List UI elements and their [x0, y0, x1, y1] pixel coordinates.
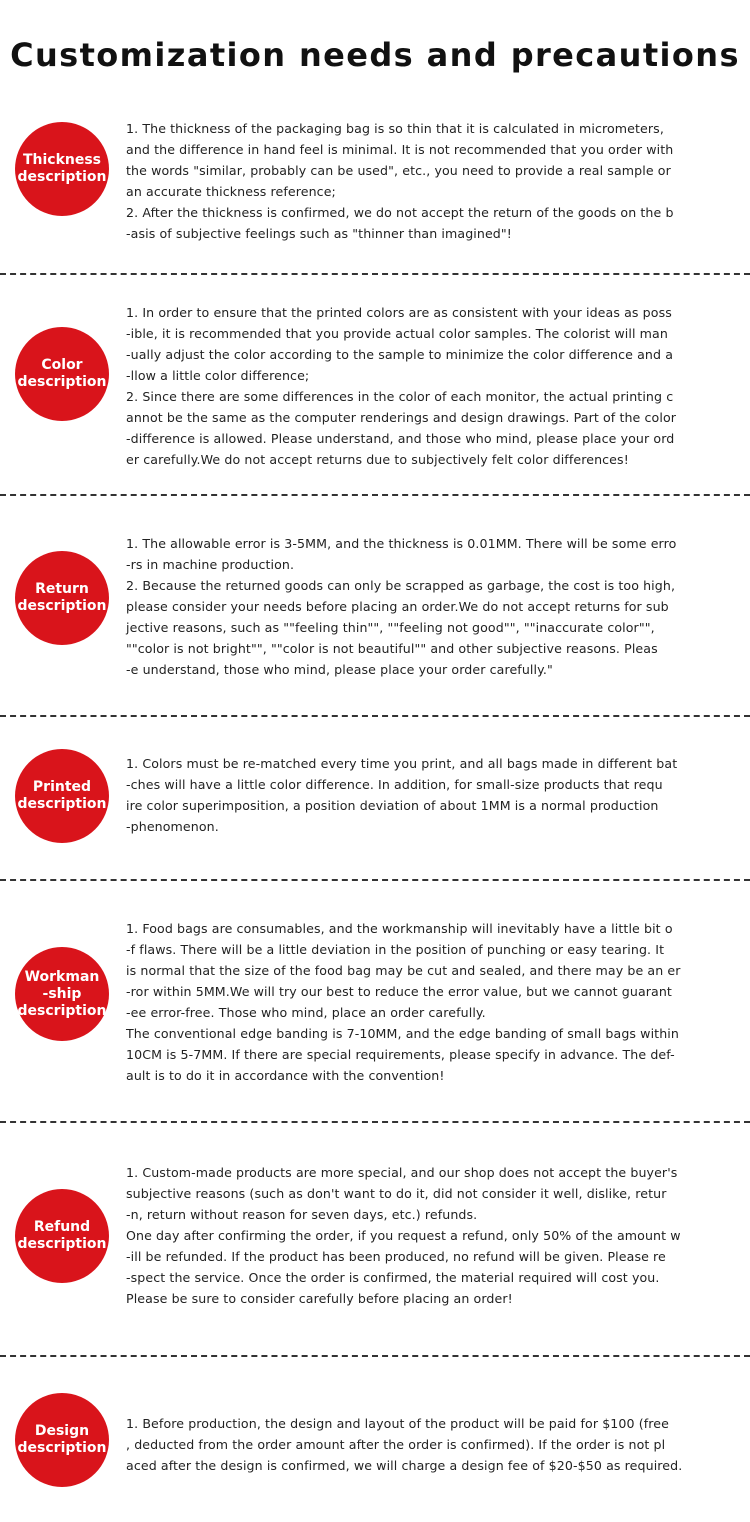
thickness-text: 1. The thickness of the packaging bag is so thin that it is calculated in micrometers, and the difference in hand feel is minimal. It is not recommended that you order with the words "similar, probably can be used", etc., you need to provide a real sample or an accurate thickness reference; 2. After the thickness is confirmed, we do not accept the return of the goods on the b -asis of subjective feelings such as "thinner than imagined"!	[126, 121, 674, 241]
section-divider	[0, 1355, 750, 1357]
section-divider	[0, 715, 750, 717]
color-label: Color description	[17, 357, 107, 390]
thickness-badge	[15, 122, 109, 216]
design-badge	[15, 1393, 109, 1487]
color-text: 1. In order to ensure that the printed colors are as consistent with your ideas as poss -ible, it is recommended that you provide actual color samples. The colorist will man -ually adjust the color according to the sample to minimize the color difference and a -llow a little color difference; 2. Since there are some differences in the color of each monitor, the actual printing c annot be the same as the computer renderings and design drawings. Part of the color -difference is allowed. Please understand, and those who mind, please place your ord er carefully.We do not accept returns due to subjectively felt color differences!	[126, 305, 677, 467]
thickness-label: Thickness description	[17, 152, 107, 185]
refund-text: 1. Custom-made products are more special, and our shop does not accept the buyer's subjective reasons (such as don't want to do it, did not consider it well, dislike, retur -n, return without reason for seven days, etc.) refunds. One day after confirming the order, if you request a refund, only 50% of the amount w -ill be refunded. If the product has been produced, no refund will be given. Please re -spect the service. Once the order is confirmed, the material required will cost you. Please be sure to consider carefully before placing an order!	[126, 1165, 681, 1306]
section-divider	[0, 1121, 750, 1123]
refund-badge	[15, 1189, 109, 1283]
workmanship-badge	[15, 947, 109, 1041]
printed-text: 1. Colors must be re-matched every time you print, and all bags made in different bat -ches will have a little color difference. In addition, for small-size products that requ ire color superimposition, a position deviation of about 1MM is a normal production -phenomenon.	[126, 756, 678, 834]
page-title: Customization needs and precautions	[10, 36, 740, 74]
section-divider	[0, 879, 750, 881]
workmanship-label: Workman -ship description	[17, 968, 107, 1019]
design-label: Design description	[17, 1423, 107, 1456]
section-divider	[0, 494, 750, 496]
color-badge	[15, 327, 109, 421]
refund-label: Refund description	[17, 1219, 107, 1252]
section-divider	[0, 273, 750, 275]
workmanship-text: 1. Food bags are consumables, and the workmanship will inevitably have a little bit o -f flaws. There will be a little deviation in the position of punching or easy tearing. It is normal that the size of the food bag may be cut and sealed, and there may be an er -ror within 5MM.We will try our best to reduce the error value, but we cannot guarant -ee error-free. Those who mind, place an order carefully. The conventional edge banding is 7-10MM, and the edge banding of small bags within 10CM is 5-7MM. If there are special requirements, please specify in advance. The def- ault is to do it in accordance with the convention!	[126, 921, 681, 1083]
printed-badge	[15, 749, 109, 843]
return-text: 1. The allowable error is 3-5MM, and the thickness is 0.01MM. There will be some erro -rs in machine production. 2. Because the returned goods can only be scrapped as garbage, the cost is too high, please consider your needs before placing an order.We do not accept returns for sub jective reasons, such as ""feeling thin"", ""feeling not good"", ""inaccurate color"", ""color is not bright"", ""color is not beautiful"" and other subjective reasons. Pleas -e understand, those who mind, please place your order carefully."	[126, 536, 677, 677]
return-label: Return description	[17, 581, 107, 614]
printed-label: Printed description	[17, 779, 107, 812]
return-badge	[15, 551, 109, 645]
design-text: 1. Before production, the design and layout of the product will be paid for $100 (free , deducted from the order amount after the order is confirmed). If the order is not pl aced after the design is confirmed, we will charge a design fee of $20-$50 as required.	[126, 1416, 683, 1473]
